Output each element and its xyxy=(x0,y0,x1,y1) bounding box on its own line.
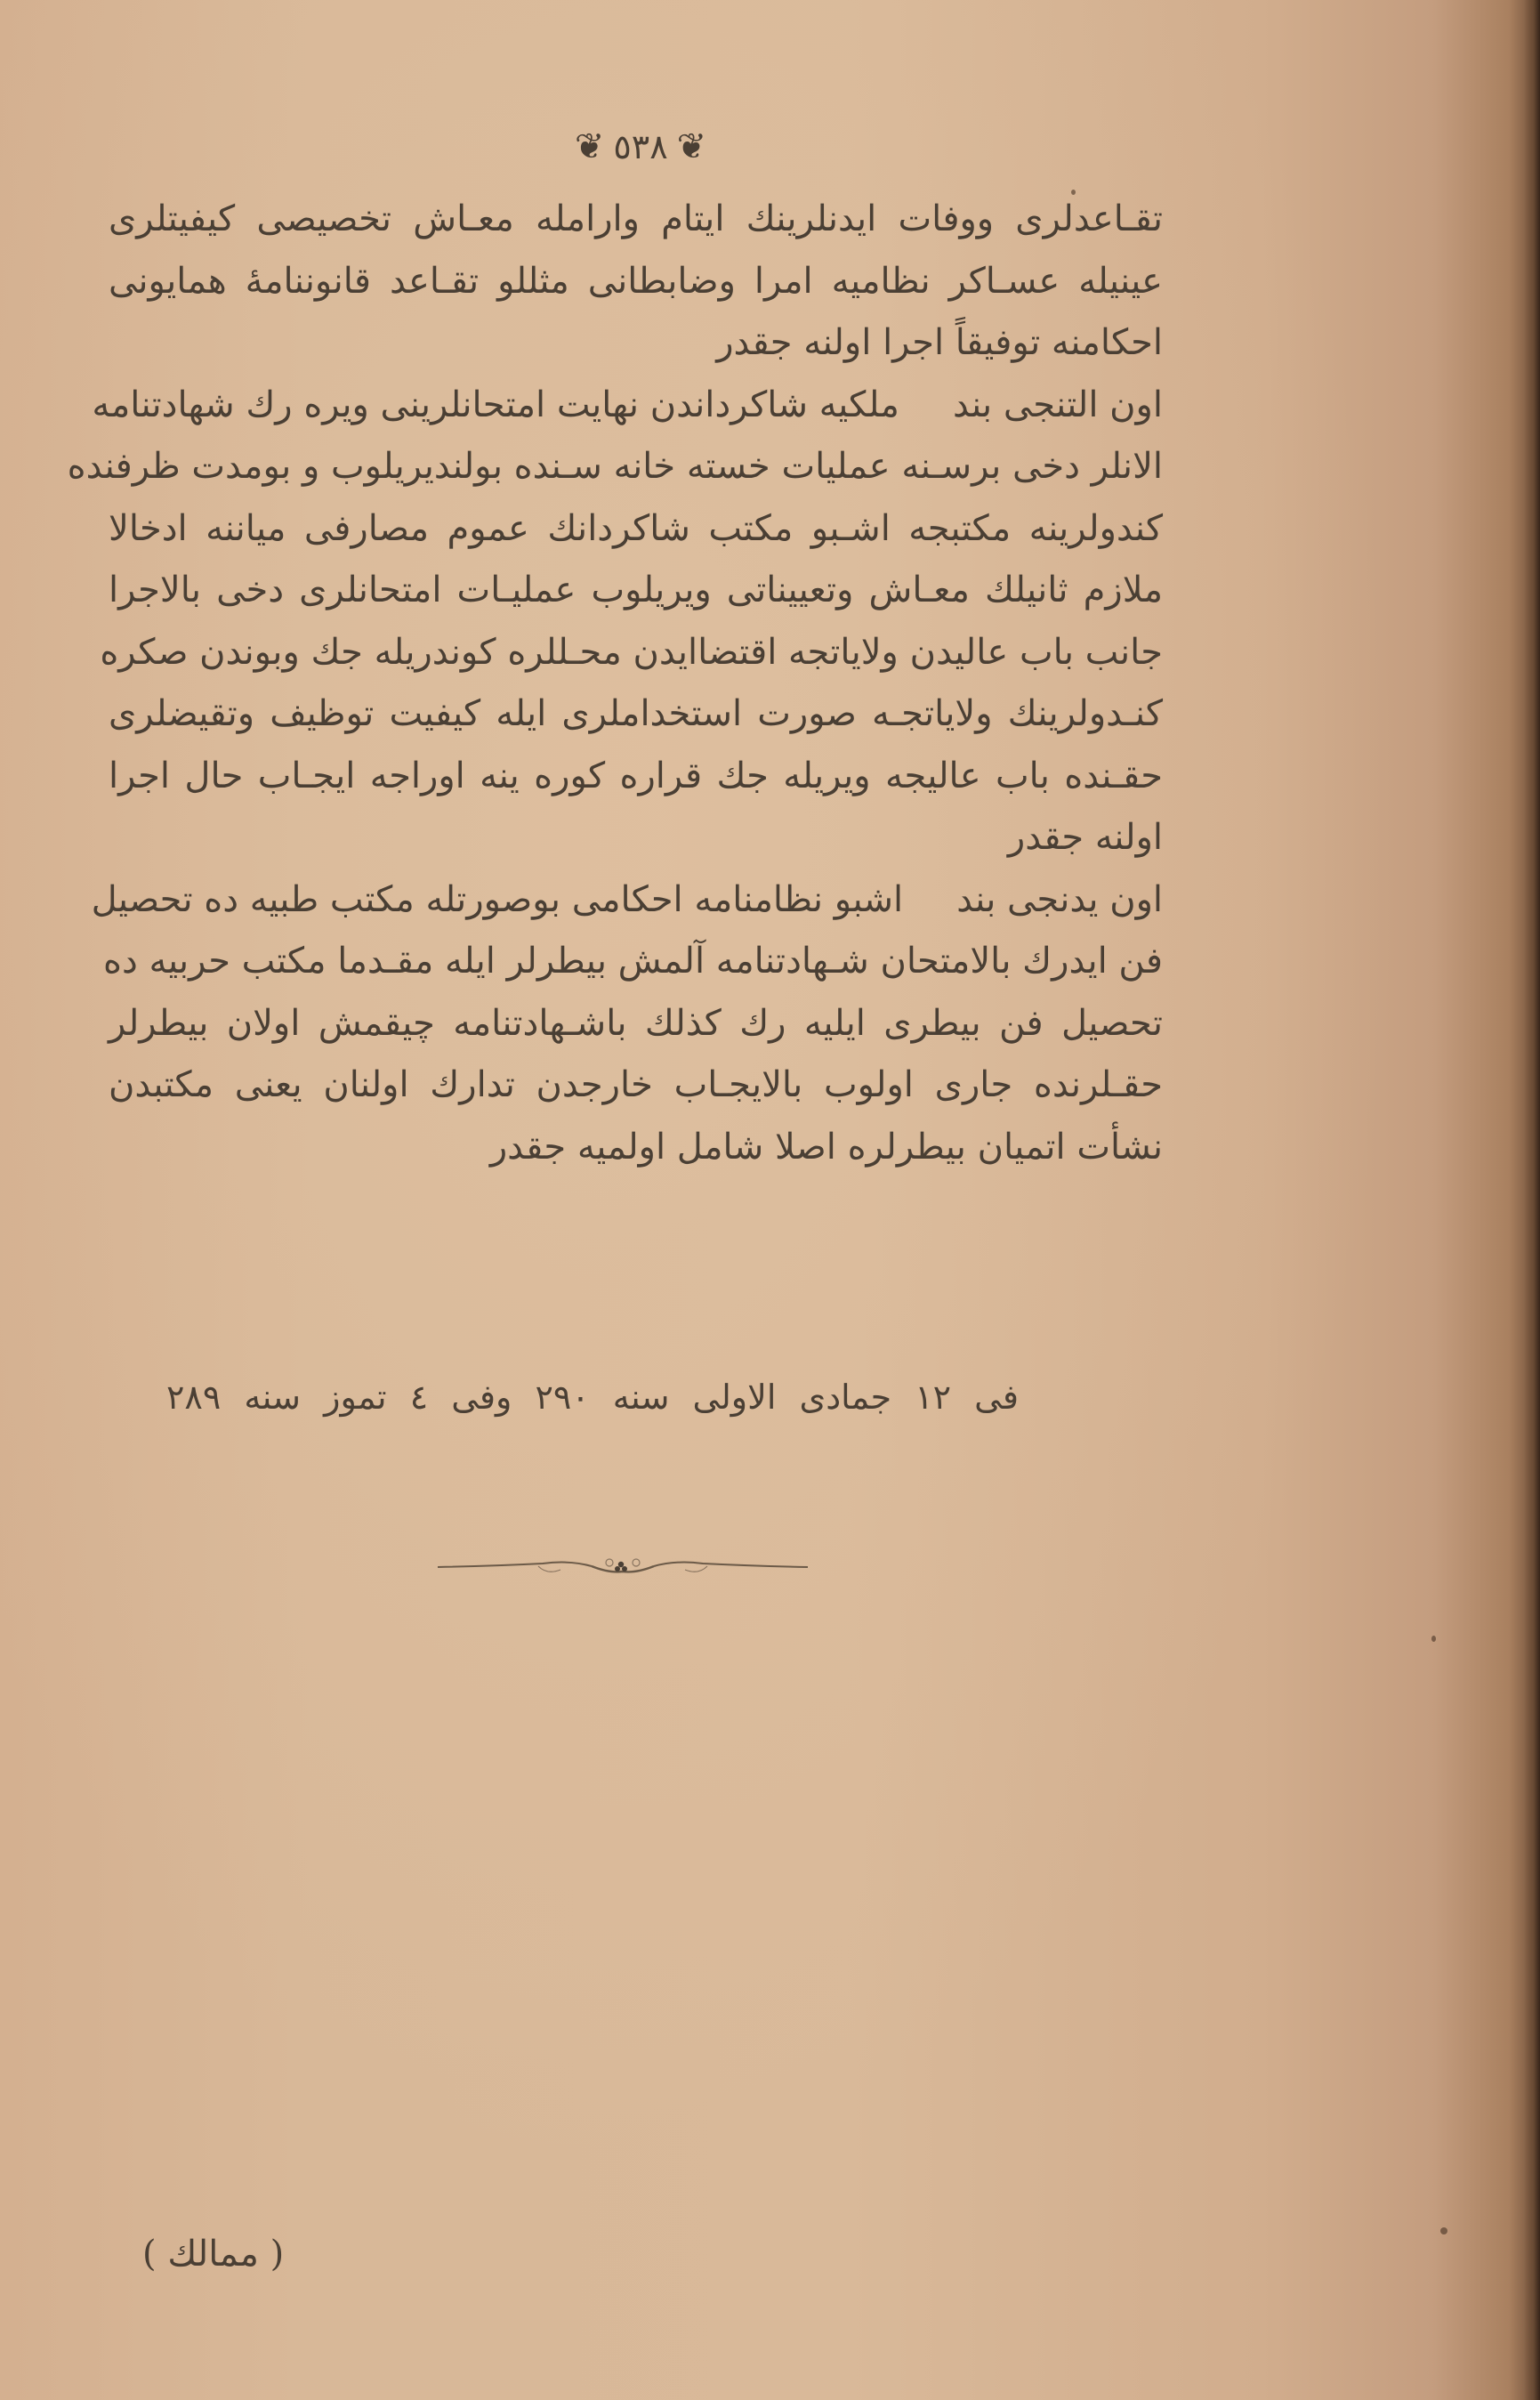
paper-speck xyxy=(1071,190,1076,195)
text-line: عینیله عسـاكر نظامیه امرا وضابطانی مثللو تقـاعد قانوننامهٔ همایونی xyxy=(109,260,1163,302)
ornamental-divider-icon xyxy=(436,1556,810,1582)
page-number: ٥٣٨ xyxy=(613,127,668,166)
text-line: ملكیه شاكرداندن نهایت امتحانلرینی ویره رك شهادتنامه xyxy=(92,384,899,425)
article-16-first-line xyxy=(92,375,1163,437)
article-label: اون التنجی بند xyxy=(952,384,1163,425)
text-line: تحصیل فن بیطری ایلیه رك كذلك باشـهادتنامه چیقمش اولان بیطرلر xyxy=(109,1002,1163,1044)
text-line: نشأت اتمیان بیطرلره اصلا شامل اولمیه جقدر xyxy=(489,1126,1163,1168)
text-line: حقـنده باب عالیجه ویریله جك قراره كوره ینه اوراجه ایجـاب حال اجرا xyxy=(109,755,1163,796)
floral-ornament-icon: ❦ xyxy=(574,126,605,167)
article-label: اون یدنجی بند xyxy=(956,878,1163,920)
text-line: اولنه جقدر xyxy=(1007,817,1163,858)
text-line: جانب باب عالیدن ولایاتجه اقتضاایدن محـللره كوندریله جك وبوندن صكره xyxy=(100,631,1163,673)
text-line: ملازم ثانیلك معـاش وتعییناتی ویریلوب عملیـات امتحانلری دخی بالاجرا xyxy=(109,570,1163,610)
text-line: احكامنه توفیقاً اجرا اولنه جقدر xyxy=(716,322,1163,363)
floral-ornament-icon: ❦ xyxy=(676,126,707,167)
text-line: حقـلرنده جاری اولوب بالایجـاب خارجدن تدارك اولنان یعنی مكتبدن xyxy=(109,1064,1163,1105)
text-line: كندولرینه مكتبجه اشـبو مكتب شاكردانك عموم مصارفی میاننه ادخالا xyxy=(109,507,1163,549)
paper-speck xyxy=(1431,1636,1436,1642)
article-17-first-line xyxy=(91,869,1163,932)
text-line: اشبو نظامنامه احكامی بوصورتله مكتب طبیه ده تحصیل xyxy=(91,878,904,920)
catchword: ( ممالك ) xyxy=(142,2234,285,2275)
body-text xyxy=(67,189,1163,1178)
page-number-header xyxy=(552,120,730,174)
text-line: الانلر دخی برسـنه عملیات خسته خانه سـنده بولندیریلوب و بومدت ظرفنده xyxy=(67,446,1163,487)
date-line: فی ١٢ جمادی الاولی سنه ٢٩٠ وفی ٤ تموز سنه ٢٨٩ xyxy=(166,1378,1019,1417)
text-line: فن ایدرك بالامتحان شـهادتنامه آلمش بیطرلر ایله مقـدما مكتب حربیه ده xyxy=(103,941,1163,982)
text-line: تقـاعدلری ووفات ایدنلرینك ایتام وارامله معـاش تخصیصی كیفیتلری xyxy=(109,198,1163,239)
text-line: كنـدولرینك ولایاتجـه صورت استخداملری ایله كیفیت توظیف وتقیضلری xyxy=(109,693,1163,734)
paper-speck xyxy=(1440,2227,1447,2234)
